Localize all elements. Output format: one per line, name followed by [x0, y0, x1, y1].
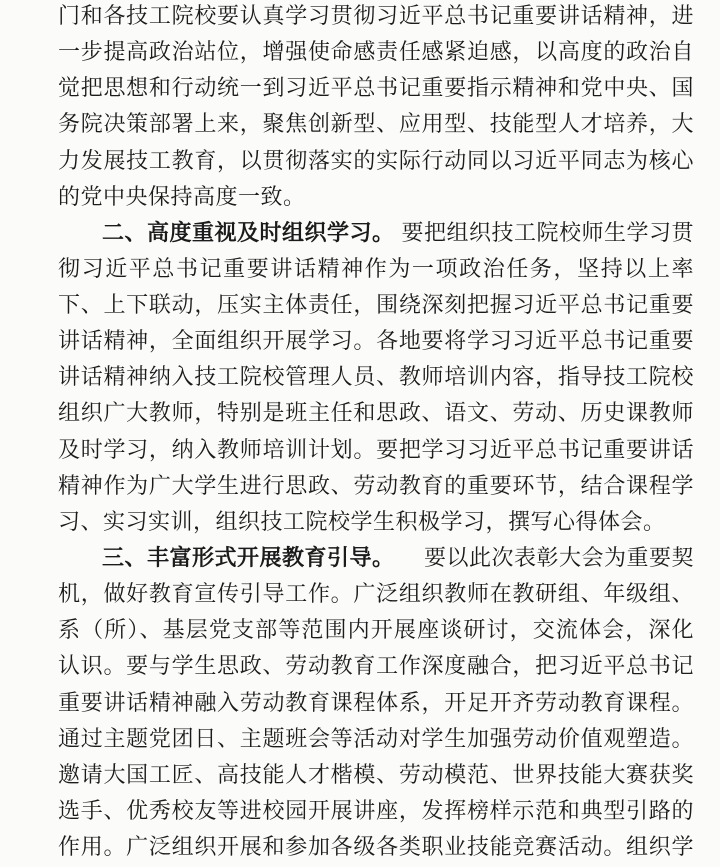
- paragraph-line: 重要讲话精神融入劳动教育课程体系，开足开齐劳动教育课程。: [58, 690, 694, 716]
- section-heading: 三、丰富形式开展教育引导。: [102, 546, 395, 571]
- paragraph-line: 认识。要与学生思政、劳动教育工作深度融合，把习近平总书记: [58, 654, 694, 680]
- paragraph-line: 门和各技工院校要认真学习贯彻习近平总书记重要讲话精神，进: [58, 4, 694, 29]
- paragraph-line: 力发展技工教育，以贯彻落实的实际行动同以习近平同志为核心: [58, 148, 694, 174]
- paragraph-line: 精神作为广大学生进行思政、劳动教育的重要环节，结合课程学: [58, 473, 694, 499]
- paragraph-first-line: [102, 544, 694, 574]
- paragraph-line: 讲话精神，全面组织开展学习。各地要将学习习近平总书记重要: [58, 329, 694, 355]
- paragraph-text: 要以此次表彰大会为重要契: [423, 546, 694, 571]
- paragraph-line: 系（所）、基层党支部等范围内开展座谈研讨，交流体会，深化: [58, 618, 694, 644]
- paragraph-line: 机，做好教育宣传引导工作。广泛组织教师在教研组、年级组、: [58, 582, 694, 608]
- paragraph-line: 邀请大国工匠、高技能人才楷模、劳动模范、世界技能大赛获奖: [58, 762, 694, 788]
- paragraph-line: 组织广大教师，特别是班主任和思政、语文、劳动、历史课教师: [58, 401, 694, 427]
- paragraph-line: 讲话精神纳入技工院校管理人员、教师培训内容，指导技工院校: [58, 365, 694, 391]
- paragraph-line: 及时学习，纳入教师培训计划。要把学习习近平总书记重要讲话: [58, 437, 694, 463]
- paragraph-line: 习、实习实训，组织技工院校学生积极学习，撰写心得体会。: [58, 509, 666, 535]
- paragraph-line: 的党中央保持高度一致。: [58, 184, 306, 210]
- paragraph-line: 选手、优秀校友等进校园开展讲座，发挥榜样示范和典型引路的: [58, 798, 694, 824]
- paragraph-text: 要把组织技工院校师生学习贯: [401, 220, 694, 246]
- paragraph-line: 通过主题党团日、主题班会等活动对学生加强劳动价值观塑造。: [58, 726, 694, 752]
- paragraph-line: 一步提高政治站位，增强使命感责任感紧迫感，以高度的政治自: [58, 40, 694, 66]
- section-heading: 二、高度重视及时组织学习。: [102, 220, 395, 246]
- paragraph-line: 务院决策部署上来，聚焦创新型、应用型、技能型人才培养，大: [58, 112, 694, 138]
- paragraph-line: 作用。广泛组织开展和参加各级各类职业技能竞赛活动。组织学: [58, 835, 694, 860]
- paragraph-line: 觉把思想和行动统一到习近平总书记重要指示精神和党中央、国: [58, 76, 694, 102]
- paragraph-line: 下、上下联动，压实主体责任，围绕深刻把握习近平总书记重要: [58, 293, 694, 318]
- paragraph-first-line: [102, 219, 694, 249]
- paragraph-line: 彻习近平总书记重要讲话精神作为一项政治任务，坚持以上率: [58, 256, 694, 282]
